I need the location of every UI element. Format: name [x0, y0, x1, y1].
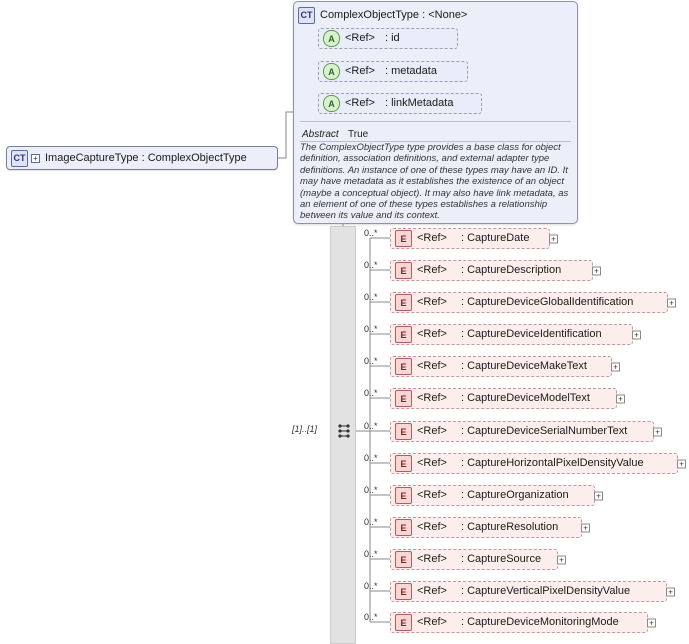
occurrence-label: 0..*: [364, 485, 378, 495]
element-node-capturedeviceserialnumbertext[interactable]: [390, 421, 660, 442]
element-ref: <Ref>: [417, 360, 447, 372]
sequence-cardinality: [1]..[1]: [292, 424, 318, 434]
element-badge: E: [395, 519, 412, 536]
element-badge: E: [395, 455, 412, 472]
root-type-node[interactable]: [6, 146, 278, 170]
element-name: : CaptureDeviceSerialNumberText: [460, 425, 628, 437]
element-name: : CaptureVerticalPixelDensityValue: [460, 585, 631, 597]
element-node-captureorganization[interactable]: [390, 485, 601, 506]
occurrence-label: 0..*: [364, 453, 378, 463]
expand-icon[interactable]: +: [653, 427, 662, 436]
element-node-capturedate[interactable]: [390, 228, 556, 249]
element-ref: <Ref>: [417, 585, 447, 597]
expand-icon[interactable]: +: [549, 234, 558, 243]
occurrence-label: 0..*: [364, 324, 378, 334]
occurrence-label: 0..*: [364, 612, 378, 622]
element-ref: <Ref>: [417, 296, 447, 308]
element-name: : CaptureDate: [460, 232, 530, 244]
attribute-node-id[interactable]: [318, 28, 458, 49]
expand-icon[interactable]: +: [611, 362, 620, 371]
element-node-capturedevicemodeltext[interactable]: [390, 388, 623, 409]
element-ref: <Ref>: [417, 264, 447, 276]
panel-documentation: The ComplexObjectType type provides a base class for object definition, association definitions, and external adapter type definitions. An instance of one of these types may have an ID. It may have metadata as it establishes the existence of an object (maybe a conceptual object). It may also have link metadata, as an element of one of these types establishes a relationship between its value and its context.: [300, 142, 569, 222]
abstract-label: Abstract: [302, 129, 339, 140]
occurrence-label: 0..*: [364, 356, 378, 366]
occurrence-label: 0..*: [364, 228, 378, 238]
occurrence-label: 0..*: [364, 388, 378, 398]
panel-divider-top: [300, 121, 571, 122]
element-ref: <Ref>: [417, 457, 447, 469]
expand-icon[interactable]: +: [31, 154, 40, 163]
attribute-name: : metadata: [384, 65, 437, 77]
element-ref: <Ref>: [417, 521, 447, 533]
attribute-ref: <Ref>: [345, 32, 375, 44]
element-node-capturedescription[interactable]: [390, 260, 599, 281]
element-name: : CaptureOrganization: [460, 489, 569, 501]
expand-icon[interactable]: +: [557, 555, 566, 564]
element-ref: <Ref>: [417, 392, 447, 404]
attribute-node-metadata[interactable]: [318, 61, 468, 82]
abstract-value: True: [348, 129, 369, 140]
occurrence-label: 0..*: [364, 292, 378, 302]
expand-icon[interactable]: +: [667, 298, 676, 307]
element-name: : CaptureDescription: [460, 264, 562, 276]
complextype-badge: CT: [298, 7, 315, 24]
panel-header: [298, 6, 467, 24]
element-name: : CaptureHorizontalPixelDensityValue: [460, 457, 644, 469]
element-badge: E: [395, 614, 412, 631]
complextype-badge: CT: [11, 150, 28, 167]
expand-icon[interactable]: +: [581, 523, 590, 532]
element-badge: E: [395, 390, 412, 407]
attribute-badge: A: [323, 95, 340, 112]
attribute-badge: A: [323, 63, 340, 80]
expand-icon[interactable]: +: [632, 330, 641, 339]
element-name: : CaptureDeviceModelText: [460, 392, 590, 404]
attribute-name: : id: [384, 32, 400, 44]
element-ref: <Ref>: [417, 489, 447, 501]
sequence-icon: [336, 422, 352, 440]
element-badge: E: [395, 423, 412, 440]
element-name: : CaptureDeviceGlobalIdentification: [460, 296, 634, 308]
element-badge: E: [395, 326, 412, 343]
element-ref: <Ref>: [417, 616, 447, 628]
attribute-ref: <Ref>: [345, 65, 375, 77]
element-badge: E: [395, 230, 412, 247]
element-name: : CaptureDeviceMonitoringMode: [460, 616, 619, 628]
element-node-capturesource[interactable]: [390, 549, 564, 570]
element-name: : CaptureDeviceIdentification: [460, 328, 602, 340]
attribute-badge: A: [323, 30, 340, 47]
occurrence-label: 0..*: [364, 421, 378, 431]
element-badge: E: [395, 551, 412, 568]
root-type-label: ImageCaptureType : ComplexObjectType: [45, 151, 247, 164]
panel-title: ComplexObjectType : <None>: [320, 9, 468, 21]
element-badge: E: [395, 358, 412, 375]
attribute-name: : linkMetadata: [384, 97, 454, 109]
element-name: : CaptureSource: [460, 553, 542, 565]
element-ref: <Ref>: [417, 553, 447, 565]
element-badge: E: [395, 583, 412, 600]
expand-icon[interactable]: +: [666, 587, 675, 596]
element-badge: E: [395, 487, 412, 504]
expand-icon[interactable]: +: [677, 459, 686, 468]
expand-icon[interactable]: +: [647, 618, 656, 627]
element-node-captureresolution[interactable]: [390, 517, 588, 538]
element-node-captureverticalpixeldensityvalue[interactable]: [390, 581, 673, 602]
element-badge: E: [395, 262, 412, 279]
attribute-ref: <Ref>: [345, 97, 375, 109]
element-name: : CaptureResolution: [460, 521, 559, 533]
element-node-capturedevicemonitoringmode[interactable]: [390, 612, 654, 633]
expand-icon[interactable]: +: [592, 266, 601, 275]
expand-icon[interactable]: +: [616, 394, 625, 403]
element-node-capturedevicemaketext[interactable]: [390, 356, 618, 377]
occurrence-label: 0..*: [364, 581, 378, 591]
element-node-capturehorizontalpixeldensityvalue[interactable]: [390, 453, 684, 474]
expand-icon[interactable]: +: [594, 491, 603, 500]
occurrence-label: 0..*: [364, 260, 378, 270]
element-ref: <Ref>: [417, 232, 447, 244]
element-name: : CaptureDeviceMakeText: [460, 360, 587, 372]
element-ref: <Ref>: [417, 425, 447, 437]
abstract-row: [302, 129, 572, 140]
element-ref: <Ref>: [417, 328, 447, 340]
element-badge: E: [395, 294, 412, 311]
attribute-node-linkmetadata[interactable]: [318, 93, 482, 114]
occurrence-label: 0..*: [364, 549, 378, 559]
element-node-capturedeviceglobalidentification[interactable]: [390, 292, 674, 313]
occurrence-label: 0..*: [364, 517, 378, 527]
element-node-capturedeviceidentification[interactable]: [390, 324, 639, 345]
